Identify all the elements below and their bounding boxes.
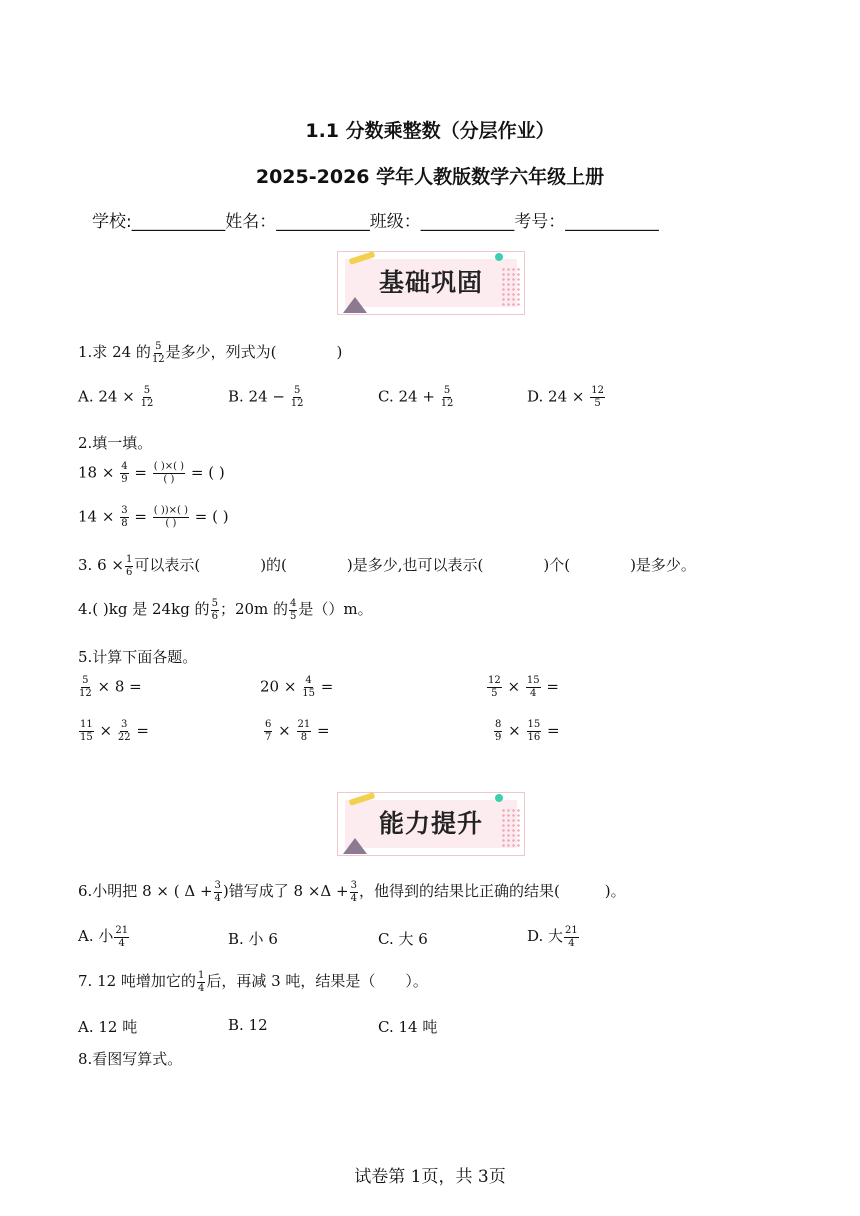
q2-row-1: 18 × $\frac{4}{9}$ = $\frac{( )\times( )}{( )}$ = ( ) bbox=[78, 461, 225, 485]
question-8: 8.看图写算式。 bbox=[78, 1050, 183, 1068]
question-5: 5.计算下面各题。 bbox=[78, 648, 198, 666]
document-subtitle: 2025-2026 学年人教版数学六年级上册 bbox=[255, 166, 605, 188]
q5-item-2: 20 × $\frac{4}{15}$ = bbox=[260, 675, 334, 699]
decoration-dot bbox=[495, 794, 503, 802]
decoration-triangle-icon bbox=[343, 297, 367, 313]
q1-option-a[interactable]: A. 24 × $\frac{5}{12}$ bbox=[78, 385, 154, 409]
section-banner-basic bbox=[337, 251, 525, 315]
document-title: 1.1 分数乘整数（分层作业） bbox=[305, 120, 555, 142]
q5-item-5: $\frac{6}{7}$ × $\frac{21}{8}$ = bbox=[265, 719, 330, 743]
section-title-basic: 基础巩固 bbox=[378, 268, 483, 297]
q6-option-a[interactable]: A. 小 $\frac{21}{4}$ bbox=[78, 924, 129, 949]
q1-option-d[interactable]: D. 24 × $\frac{12}{5}$ bbox=[527, 385, 604, 409]
section-banner-advanced bbox=[337, 792, 525, 856]
question-3: 3. 6 × $\frac{1}{6}$ 可以表示( )的( )是多少,也可以表示( )个( )是多少。 bbox=[78, 553, 696, 578]
q5-item-1: $\frac{5}{12}$ × 8 = bbox=[79, 675, 142, 699]
q7-option-b[interactable]: B. 12 bbox=[228, 1016, 268, 1034]
q6-option-d[interactable]: D. 大 $\frac{21}{4}$ bbox=[527, 924, 578, 949]
q6-option-c[interactable]: C. 大 6 bbox=[378, 930, 428, 948]
question-7: 7. 12 吨增加它的 $\frac{1}{4}$ 后，再减 3 吨，结果是（ ）。 bbox=[78, 969, 428, 994]
section-title-advanced: 能力提升 bbox=[378, 809, 483, 838]
decoration-dot bbox=[495, 253, 503, 261]
question-1: 1.求 24 的 $\frac{5}{12}$ 是多少，列式为( ) bbox=[78, 340, 343, 365]
page-footer: 试卷第 1页，共 3页 bbox=[354, 1167, 506, 1187]
q1-option-b[interactable]: B. 24 − $\frac{5}{12}$ bbox=[228, 385, 304, 409]
q1-option-c[interactable]: C. 24 + $\frac{5}{12}$ bbox=[378, 385, 454, 409]
question-4: 4.( )kg 是 24kg 的 $\frac{5}{6}$ ；20m 的 $\frac{4}{5}$ 是（）m。 bbox=[78, 597, 373, 622]
q5-item-6: $\frac{8}{9}$ × $\frac{15}{16}$ = bbox=[495, 719, 560, 743]
question-2: 2.填一填。 bbox=[78, 434, 153, 452]
q2-row-2: 14 × $\frac{3}{8}$ = $\frac{( ))\times( )}{( )}$ = ( ) bbox=[78, 505, 229, 529]
q7-option-a[interactable]: A. 12 吨 bbox=[78, 1018, 138, 1036]
question-6: 6.小明把 8 × ( Δ + $\frac{3}{4}$ )错写成了 8 ×Δ + $\frac{3}{4}$ ，他得到的结果比正确的结果( )。 bbox=[78, 879, 626, 904]
student-info-line: 学校:___________姓名：___________班级：___________考号：___________ bbox=[92, 212, 659, 232]
q5-item-3: $\frac{12}{5}$ × $\frac{15}{4}$ = bbox=[488, 675, 559, 699]
q6-option-b[interactable]: B. 小 6 bbox=[228, 930, 278, 948]
q7-option-c[interactable]: C. 14 吨 bbox=[378, 1018, 438, 1036]
decoration-triangle-icon bbox=[343, 838, 367, 854]
q5-item-4: $\frac{11}{15}$ × $\frac{3}{22}$ = bbox=[80, 719, 149, 743]
